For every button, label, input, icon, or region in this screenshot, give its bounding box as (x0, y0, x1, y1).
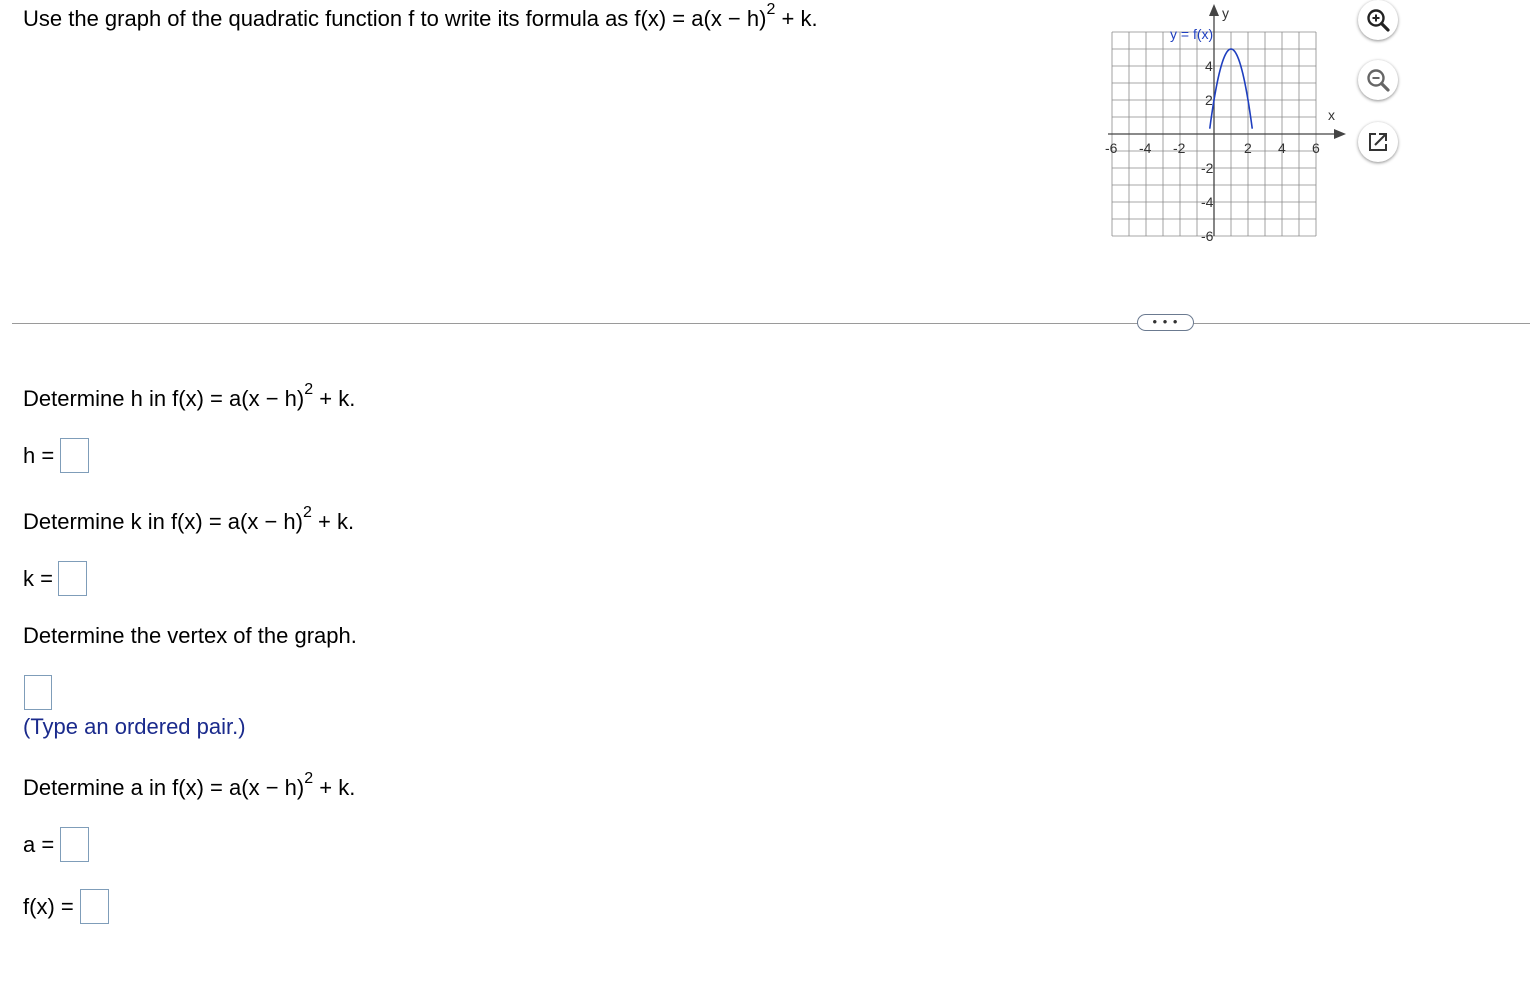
part-h-prompt (23, 381, 356, 412)
part-a-prompt (23, 770, 356, 801)
fx-input[interactable] (80, 889, 109, 924)
a-label: a = (23, 832, 55, 857)
y-tick-label: -2 (1201, 160, 1214, 176)
y-axis-arrow (1209, 4, 1219, 16)
part-k-prompt-text: Determine k in f(x) = a(x − h) (23, 509, 303, 534)
curve-label: y = f(x) (1170, 26, 1214, 42)
graph-axes (1108, 4, 1346, 236)
y-axis-label: y (1222, 5, 1229, 21)
y-tick-label: 2 (1205, 92, 1213, 108)
y-tick-label: -4 (1201, 194, 1214, 210)
zoom-in-icon (1365, 7, 1391, 33)
zoom-in-button[interactable] (1358, 0, 1398, 40)
x-tick-label: -2 (1173, 140, 1186, 156)
more-button[interactable]: • • • (1137, 314, 1194, 331)
section-divider (12, 323, 1530, 324)
part-k-prompt-tail: + k. (318, 509, 355, 534)
exponent: 2 (766, 1, 776, 18)
h-label: h = (23, 443, 55, 468)
exponent: 2 (302, 504, 312, 521)
x-tick-label: -4 (1139, 140, 1152, 156)
question-prompt-main: Use the graph of the quadratic function f to write its formula as f(x) = a(x − h) (23, 6, 767, 31)
x-tick-label: 4 (1278, 140, 1286, 156)
fx-label: f(x) = (23, 894, 74, 919)
y-tick-label: -6 (1201, 228, 1214, 244)
zoom-out-button[interactable] (1358, 60, 1398, 100)
y-tick-label: 4 (1205, 58, 1213, 74)
part-h-prompt-tail: + k. (319, 386, 356, 411)
vertex-input[interactable] (24, 675, 52, 710)
x-tick-label: 2 (1244, 140, 1252, 156)
exponent: 2 (304, 770, 314, 787)
popout-button[interactable] (1358, 122, 1398, 162)
h-input[interactable] (60, 438, 89, 473)
part-a-prompt-tail: + k. (319, 775, 356, 800)
part-k-prompt (23, 504, 355, 535)
part-a-prompt-text: Determine a in f(x) = a(x − h) (23, 775, 305, 800)
x-tick-label: 6 (1312, 140, 1320, 156)
popout-icon (1366, 130, 1390, 154)
question-prompt-tail: + k. (781, 6, 818, 31)
x-tick-label: -6 (1105, 140, 1118, 156)
x-axis-arrow (1334, 129, 1346, 139)
a-input[interactable] (60, 827, 89, 862)
parabola-graph (1100, 0, 1350, 245)
exponent: 2 (304, 381, 314, 398)
x-axis-label: x (1328, 107, 1335, 123)
question-prompt (23, 1, 818, 32)
part-h-prompt-text: Determine h in f(x) = a(x − h) (23, 386, 305, 411)
vertex-hint: (Type an ordered pair.) (23, 714, 246, 739)
zoom-out-icon (1365, 67, 1391, 93)
vertex-prompt: Determine the vertex of the graph. (23, 623, 357, 648)
k-label: k = (23, 566, 53, 591)
k-input[interactable] (58, 561, 87, 596)
